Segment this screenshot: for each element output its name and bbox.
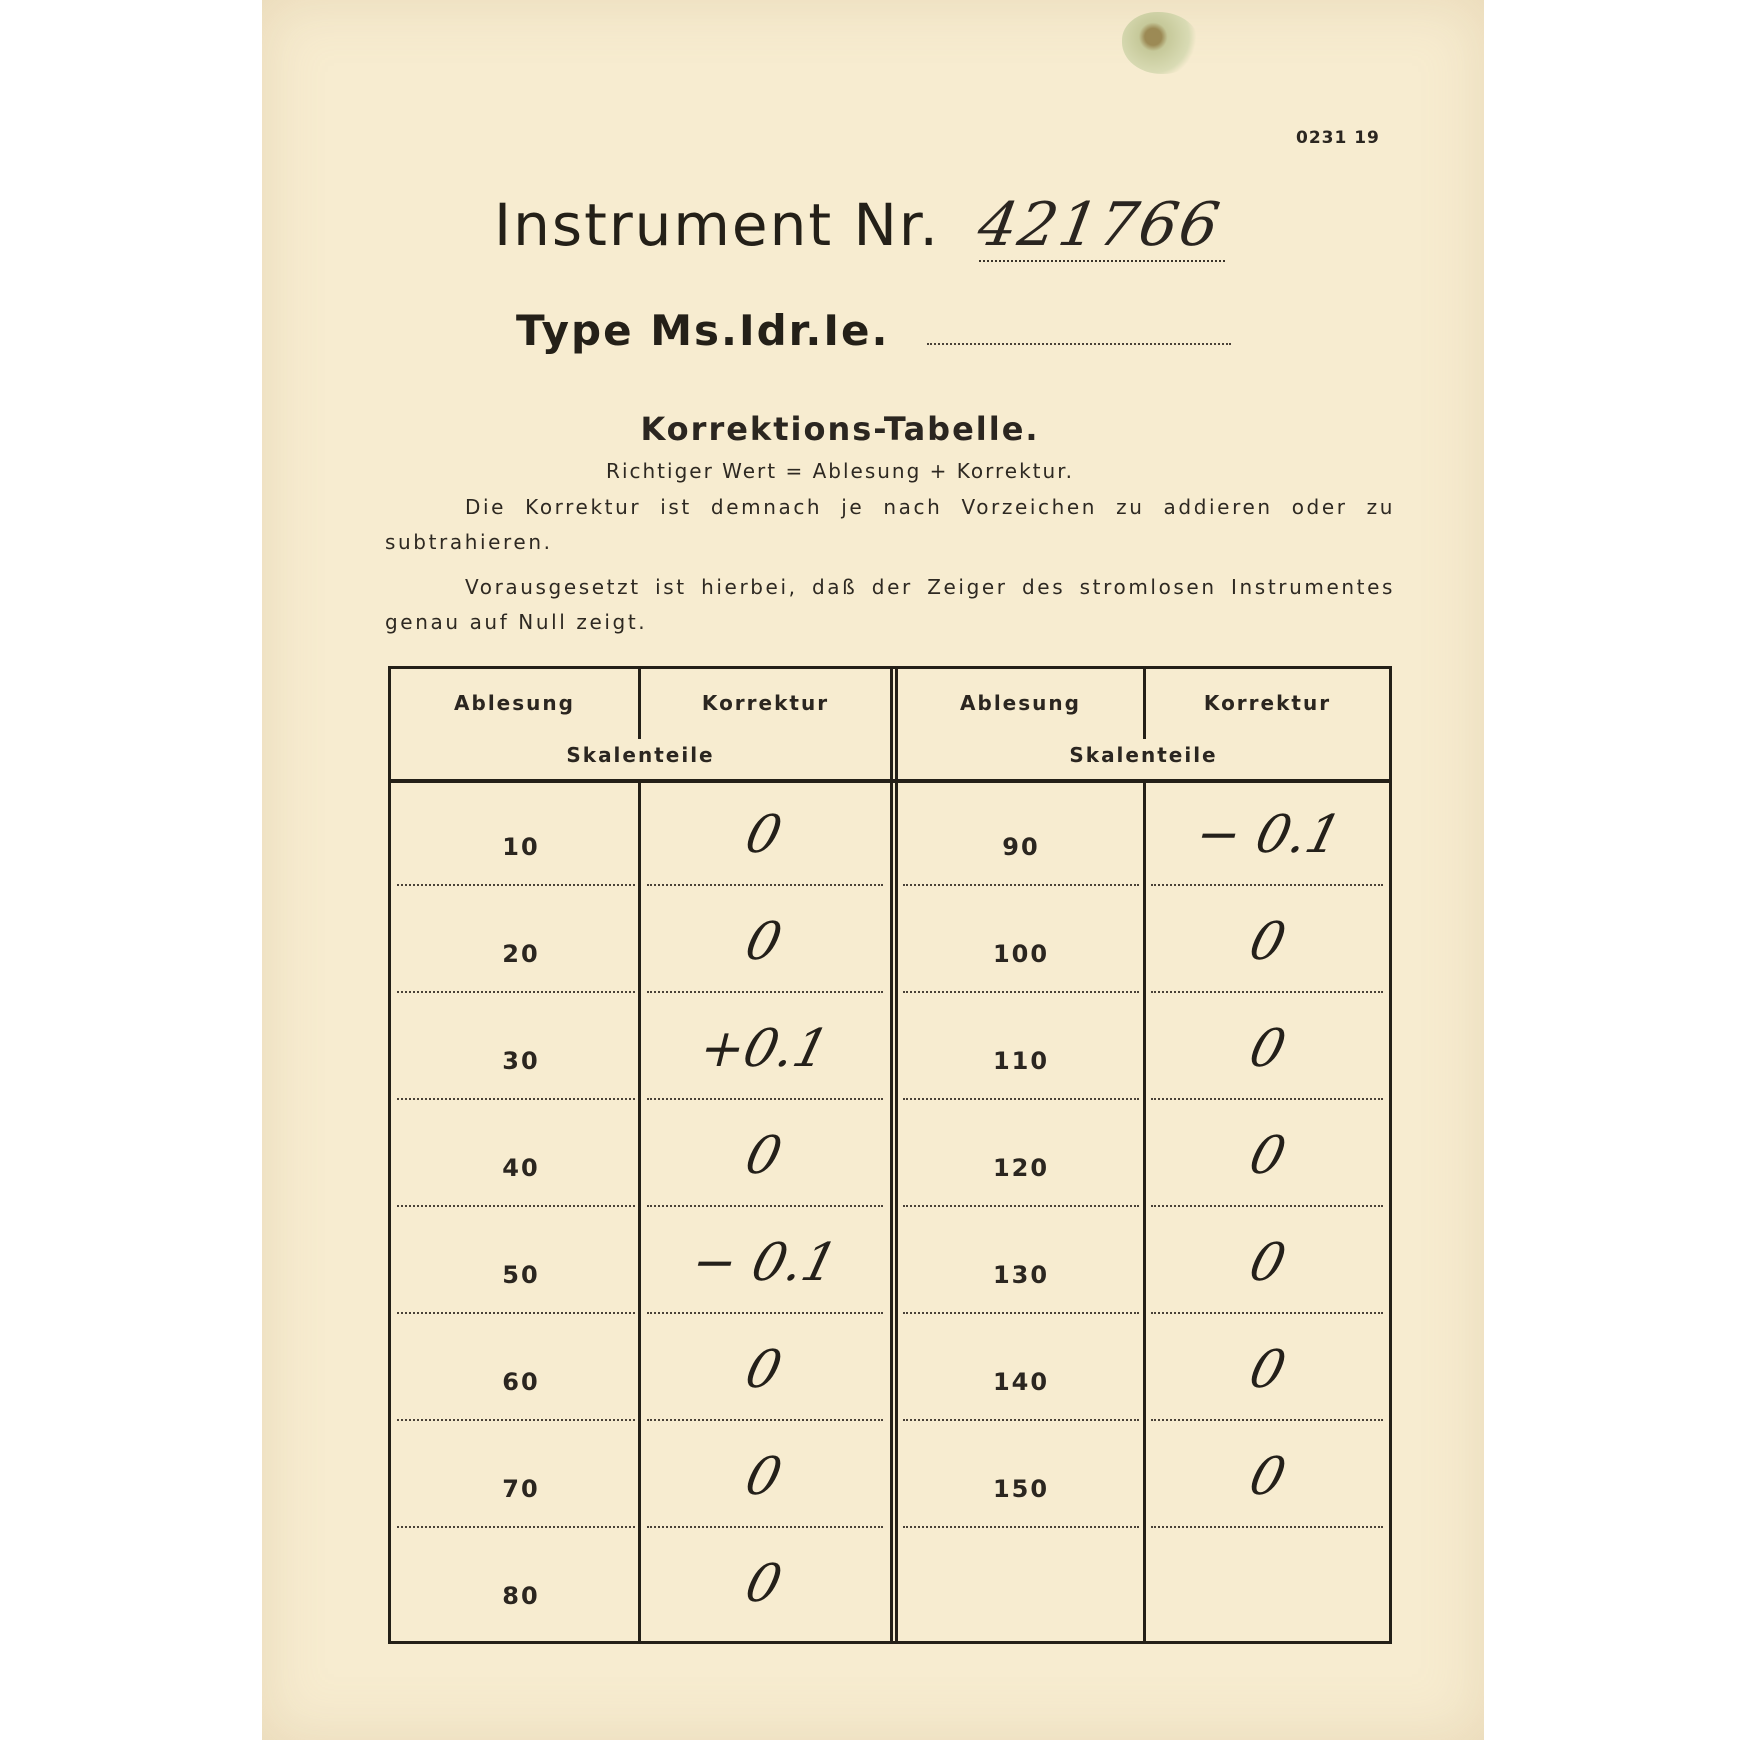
correction-cell — [1153, 805, 1383, 865]
column-divider — [1143, 783, 1146, 1641]
type-field — [927, 313, 1231, 345]
row-dotted-line — [647, 1526, 883, 1528]
instrument-number-field — [972, 190, 1227, 262]
reading-cell: 60 — [502, 1368, 540, 1396]
correction-value: 0 — [1243, 1233, 1293, 1293]
header-skalenteile-left: Skalenteile — [566, 743, 715, 767]
correction-cell — [649, 912, 879, 972]
row-dotted-line — [903, 1098, 1139, 1100]
row-dotted-line — [397, 884, 635, 886]
type-label: Type Ms.Idr.Ie. — [516, 306, 890, 355]
correction-value: 0 — [739, 805, 789, 865]
reading-cell: 70 — [502, 1475, 540, 1503]
reading-cell: 80 — [502, 1582, 540, 1610]
correction-value: 0 — [1243, 1126, 1293, 1186]
row-dotted-line — [647, 1419, 883, 1421]
row-dotted-line — [1151, 1312, 1383, 1314]
reading-cell: 30 — [502, 1047, 540, 1075]
correction-cell — [649, 805, 879, 865]
row-dotted-line — [647, 1205, 883, 1207]
correction-value: 0 — [739, 1554, 789, 1614]
reading-cell: 90 — [1002, 833, 1040, 861]
row-dotted-line — [1151, 884, 1383, 886]
correction-cell — [1153, 1233, 1383, 1293]
row-dotted-line — [1151, 1205, 1383, 1207]
row-dotted-line — [1151, 1526, 1383, 1528]
column-divider — [638, 783, 641, 1641]
correction-value: 0 — [739, 912, 789, 972]
correction-value: − 0.1 — [1189, 805, 1347, 865]
reading-cell: 40 — [502, 1154, 540, 1182]
row-dotted-line — [1151, 1098, 1383, 1100]
row-dotted-line — [647, 1098, 883, 1100]
correction-cell — [1153, 1019, 1383, 1079]
row-dotted-line — [397, 1098, 635, 1100]
correction-value: 0 — [1243, 912, 1293, 972]
reading-cell: 140 — [992, 1368, 1050, 1396]
correction-cell — [649, 1126, 879, 1186]
center-double-divider — [890, 669, 898, 1641]
correction-cell — [1153, 1340, 1383, 1400]
header-ablesung-right: Ablesung — [960, 691, 1081, 715]
reading-cell: 50 — [502, 1261, 540, 1289]
row-dotted-line — [647, 884, 883, 886]
row-dotted-line — [647, 1312, 883, 1314]
correction-cell — [1153, 1126, 1383, 1186]
correction-value: 0 — [739, 1447, 789, 1507]
instruction-paragraph-2: Vorausgesetzt ist hierbei, daß der Zeiger des stromlosen Instrumentes genau auf Null zeigt. — [385, 575, 1395, 634]
paper-stain — [1122, 12, 1200, 74]
row-dotted-line — [903, 1419, 1139, 1421]
row-dotted-line — [397, 1312, 635, 1314]
row-dotted-line — [903, 1526, 1139, 1528]
correction-cell — [649, 1447, 879, 1507]
row-dotted-line — [903, 991, 1139, 993]
reading-cell: 100 — [992, 940, 1050, 968]
type-row — [516, 306, 1231, 355]
correction-value: 0 — [739, 1126, 789, 1186]
reading-cell: 150 — [992, 1475, 1050, 1503]
reading-cell: 130 — [992, 1261, 1050, 1289]
formula-line: Richtiger Wert = Ablesung + Korrektur. — [606, 459, 1074, 483]
instruction-paragraph-1: Die Korrektur ist demnach je nach Vorzeichen zu addieren oder zu subtrahieren. — [385, 495, 1395, 554]
instrument-label: Instrument Nr. — [494, 191, 940, 259]
correction-table — [388, 666, 1392, 1644]
header-divider — [391, 779, 1389, 783]
correction-value: 0 — [1243, 1447, 1293, 1507]
correction-value: 0 — [739, 1340, 789, 1400]
header-ablesung-left: Ablesung — [454, 691, 575, 715]
reading-cell: 10 — [502, 833, 540, 861]
correction-cell — [649, 1554, 879, 1614]
row-dotted-line — [397, 1526, 635, 1528]
row-dotted-line — [903, 884, 1139, 886]
row-dotted-line — [903, 1312, 1139, 1314]
reading-cell: 120 — [992, 1154, 1050, 1182]
reading-cell: 110 — [992, 1047, 1050, 1075]
row-dotted-line — [1151, 991, 1383, 993]
form-code: 0231 19 — [1296, 128, 1380, 148]
header-skalenteile-right: Skalenteile — [1069, 743, 1218, 767]
instrument-number: 421766 — [972, 190, 1227, 260]
row-dotted-line — [397, 1205, 635, 1207]
correction-value: 0 — [1243, 1019, 1293, 1079]
correction-value: − 0.1 — [685, 1233, 843, 1293]
table-heading: Korrektions-Tabelle. — [640, 410, 1040, 448]
row-dotted-line — [1151, 1419, 1383, 1421]
reading-cell: 20 — [502, 940, 540, 968]
correction-value: 0 — [1243, 1340, 1293, 1400]
row-dotted-line — [397, 991, 635, 993]
header-korrektur-right: Korrektur — [1203, 691, 1332, 715]
header-korrektur-left: Korrektur — [701, 691, 830, 715]
correction-cell — [1153, 912, 1383, 972]
correction-cell — [649, 1019, 879, 1079]
row-dotted-line — [903, 1205, 1139, 1207]
instrument-number-row — [494, 190, 1225, 262]
row-dotted-line — [397, 1419, 635, 1421]
correction-value: +0.1 — [693, 1019, 835, 1079]
correction-cell — [649, 1233, 879, 1293]
correction-cell — [649, 1340, 879, 1400]
row-dotted-line — [647, 991, 883, 993]
correction-cell — [1153, 1447, 1383, 1507]
